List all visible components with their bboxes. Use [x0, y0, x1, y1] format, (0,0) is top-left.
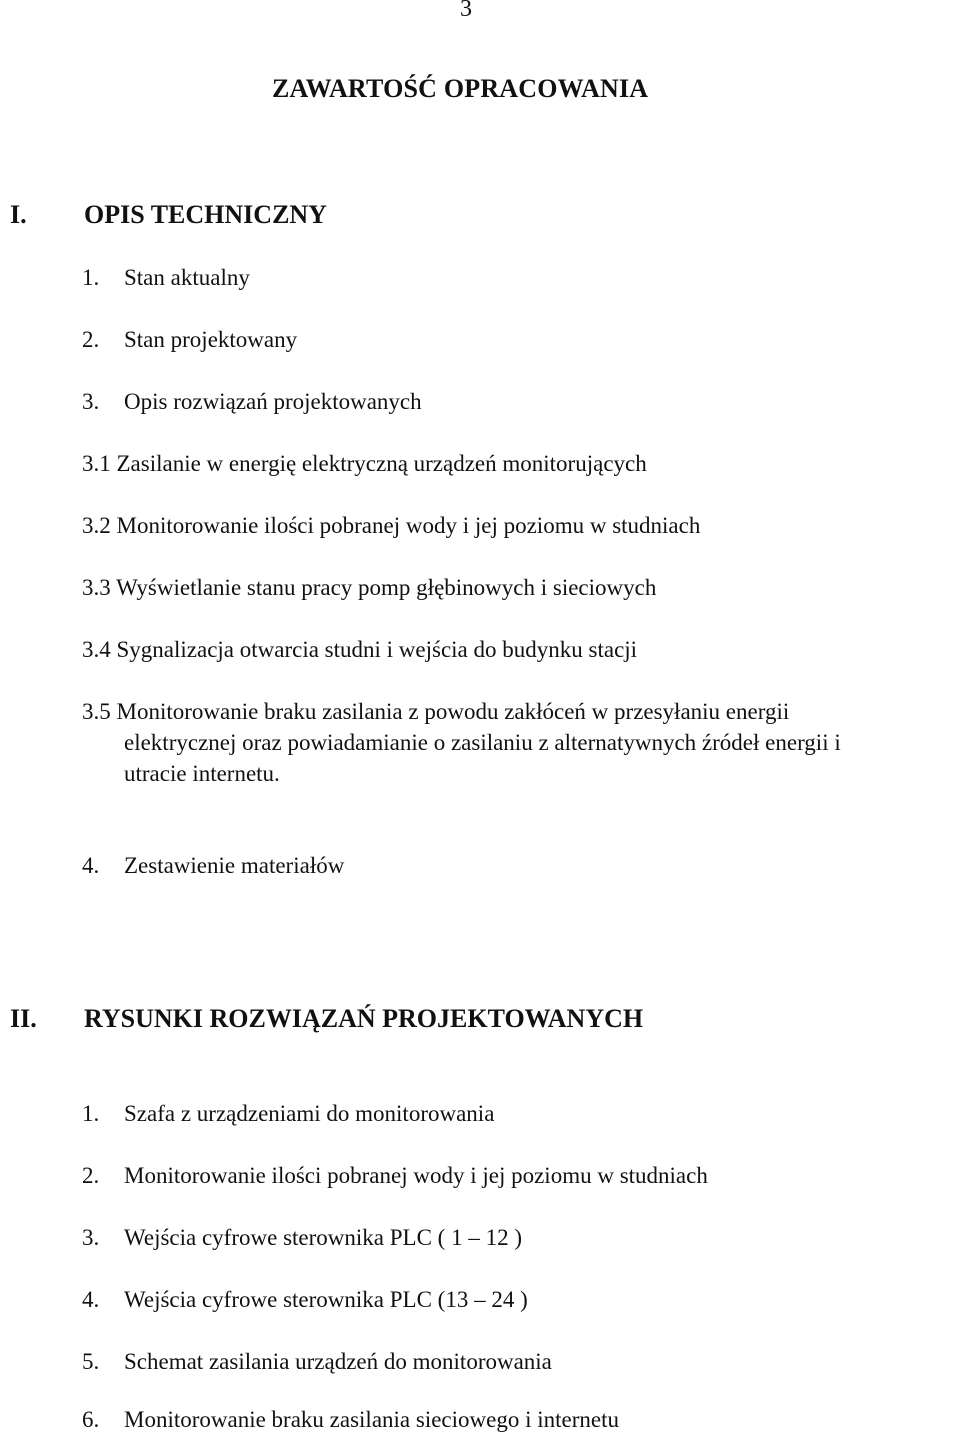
item-number: 3. [82, 389, 100, 414]
subitem-3-5-line-2: elektrycznej oraz powiadamianie o zasilaniu z alternatywnych źródeł energii i [124, 730, 841, 755]
item-text: Wejścia cyfrowe sterownika PLC (13 – 24 ) [124, 1287, 528, 1312]
section-number: II. [10, 1004, 37, 1033]
item-number: 1. [82, 265, 100, 290]
item-number: 4. [82, 853, 100, 878]
item-text: Schemat zasilania urządzeń do monitorowania [124, 1349, 552, 1374]
section-title-text: RYSUNKI ROZWIĄZAŃ PROJEKTOWANYCH [84, 1004, 644, 1033]
item-number: 3. [82, 1225, 100, 1250]
subitem-3-5-line-3: utracie internetu. [124, 761, 280, 786]
item-text: Monitorowanie ilości pobranej wody i jej poziomu w studniach [124, 1163, 708, 1188]
toc-subitem-3-5 [82, 696, 958, 789]
item-number: 1. [82, 1101, 100, 1126]
item-number: 2. [82, 1163, 100, 1188]
item-text: Wejścia cyfrowe sterownika PLC ( 1 – 12 ) [124, 1225, 522, 1250]
item-number: 6. [82, 1407, 100, 1432]
item-text: Szafa z urządzeniami do monitorowania [124, 1101, 495, 1126]
item-text: Zestawienie materiałów [124, 853, 345, 878]
item-number: 4. [82, 1287, 100, 1312]
section-title-text: OPIS TECHNICZNY [84, 200, 327, 229]
section-number: I. [10, 200, 27, 229]
toc-subitem-3-1: 3.1 Zasilanie w energię elektryczną urządzeń monitorujących [82, 451, 647, 476]
toc-subitem-3-3: 3.3 Wyświetlanie stanu pracy pomp głębinowych i sieciowych [82, 575, 657, 600]
toc-subitem-3-4: 3.4 Sygnalizacja otwarcia studni i wejścia do budynku stacji [82, 637, 638, 662]
subitem-3-5-line-1: 3.5 Monitorowanie braku zasilania z powodu zakłóceń w przesyłaniu energii [82, 699, 790, 724]
item-text: Opis rozwiązań projektowanych [124, 389, 422, 414]
item-number: 5. [82, 1349, 100, 1374]
item-text: Stan aktualny [124, 265, 250, 290]
document-title: ZAWARTOŚĆ OPRACOWANIA [272, 74, 649, 103]
item-text: Stan projektowany [124, 327, 298, 352]
item-number: 2. [82, 327, 100, 352]
toc-subitem-3-2: 3.2 Monitorowanie ilości pobranej wody i jej poziomu w studniach [82, 513, 701, 538]
item-text: Monitorowanie braku zasilania sieciowego i internetu [124, 1407, 619, 1432]
page-number: 3 [460, 0, 472, 22]
